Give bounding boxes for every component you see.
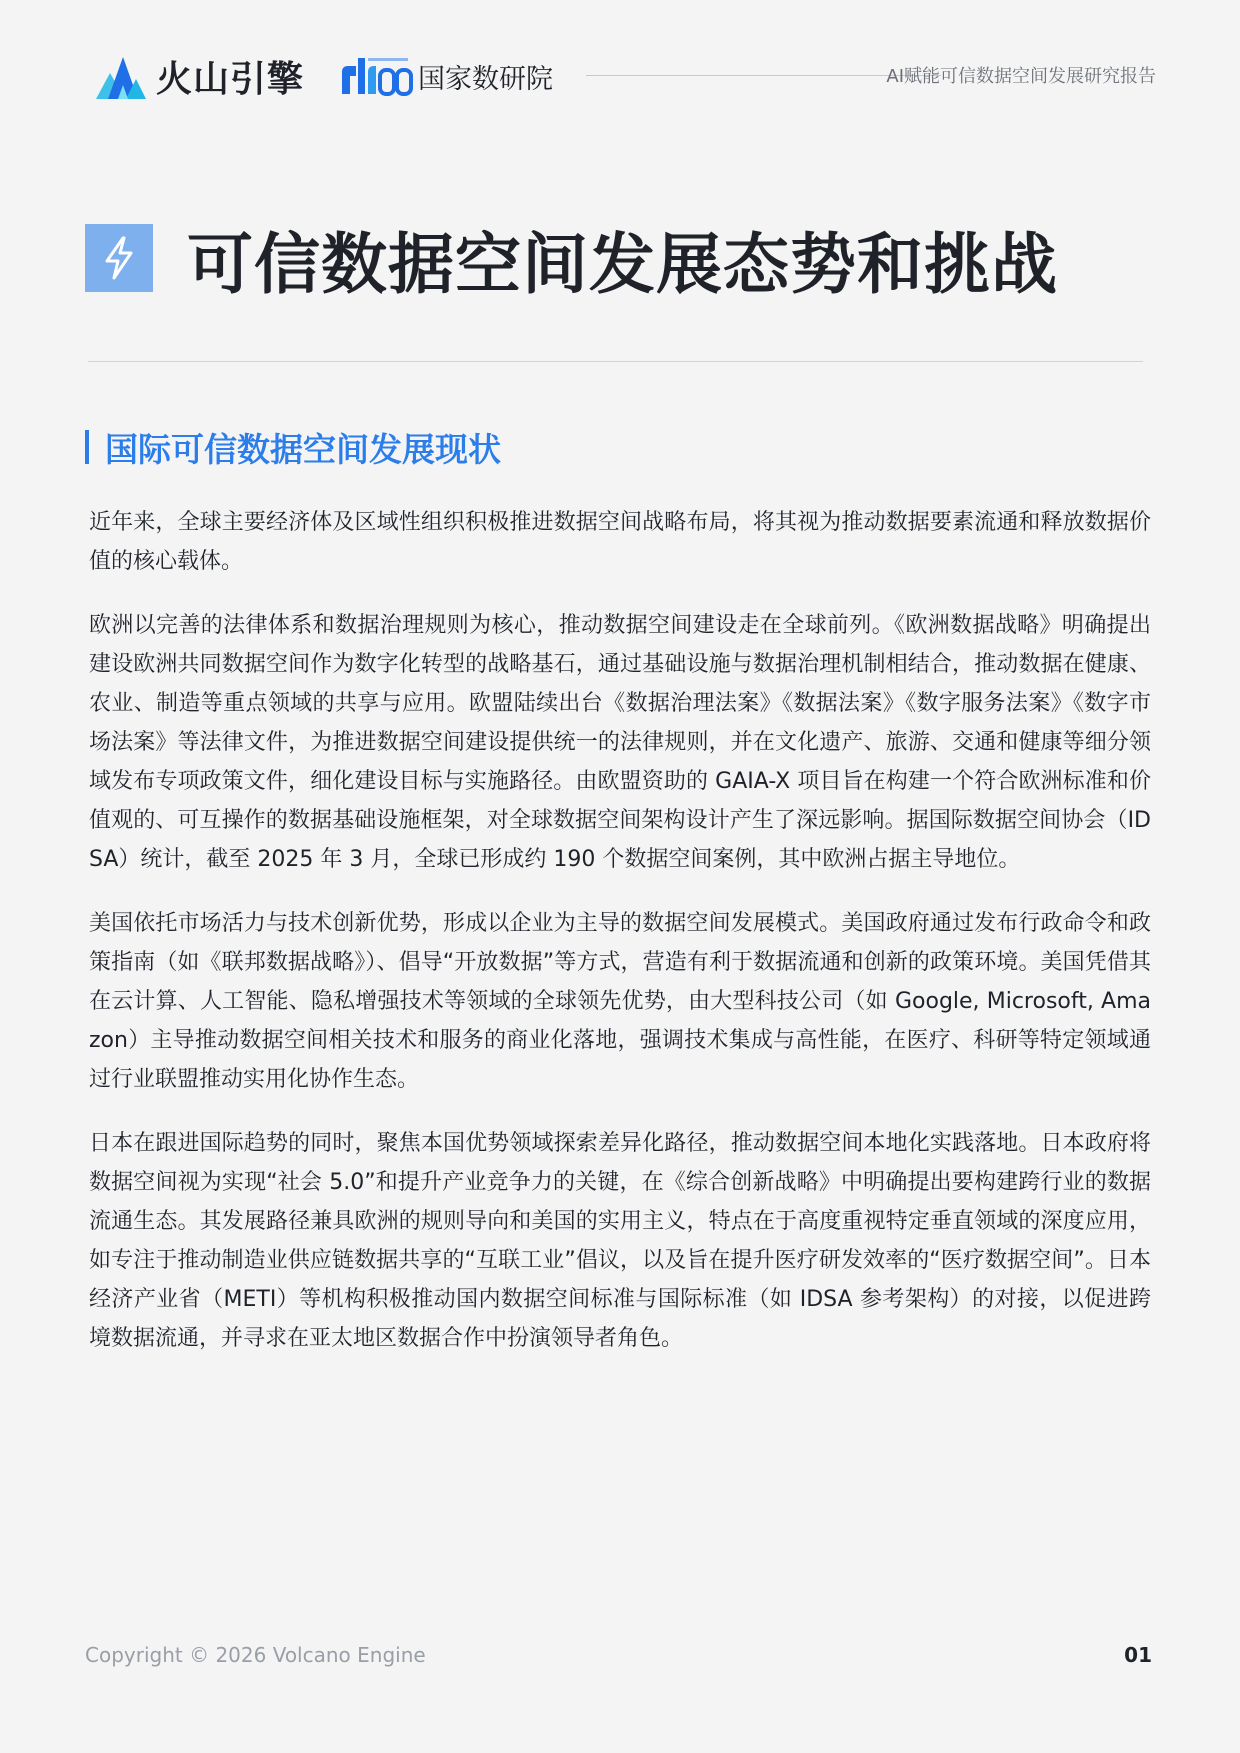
chapter-divider — [88, 361, 1143, 362]
chapter-title: 可信数据空间发展态势和挑战 — [187, 225, 1058, 303]
nda-wordmark: 国家数研院 — [418, 63, 553, 95]
paragraph-intro: 近年来，全球主要经济体及区域性组织积极推进数据空间战略布局，将其视为推动数据要素流通和释放数据价值的核心载体。 — [89, 510, 1151, 574]
paragraph-europe: 欧洲以完善的法律体系和数据治理规则为核心，推动数据空间建设走在全球前列。《欧洲数据战略》明确提出建设欧洲共同数据空间作为数字化转型的战略基石，通过基础设施与数据治理机制相结合，推动数据在健康、农业、制造等重点领域的共享与应用。欧盟陆续出台《数据治理法案》《数据法案》《数字服务法案》《数字市场法案》等法律文件，为推进数据空间建设提供统一的法律规则，并在文化遗产、旅游、交通和健康等细分领域发布专项政策文件，细化建设目标与实施路径。由欧盟资助的 GAIA-X 项目旨在构建一个符合欧洲标准和价值观的、可互操作的数据基础设施框架，对全球数据空间架构设计产生了深远影响。据国际数据空间协会（IDSA）统计，截至 2025 年 3 月，全球已形成约 190 个数据空间案例，其中欧洲占据主导地位。 — [89, 613, 1151, 872]
paragraph-usa: 美国依托市场活力与技术创新优势，形成以企业为主导的数据空间发展模式。美国政府通过发布行政命令和政策指南（如《联邦数据战略》）、倡导“开放数据”等方式，营造有利于数据流通和创新的政策环境。美国凭借其在云计算、人工智能、隐私增强技术等领域的全球领先优势，由大型科技公司（如 Google, Microsoft, Amazon）主导推动数据空间相关技术和服务的商业化落地，强调技术集成与高性能，在医疗、科研等特定领域通过行业联盟推动实用化协作生态。 — [89, 911, 1151, 1092]
volcano-engine-logo — [96, 52, 304, 100]
section-accent-bar — [85, 430, 89, 464]
report-title: AI赋能可信数据空间发展研究报告 — [886, 66, 1156, 87]
paragraph-japan: 日本在跟进国际趋势的同时，聚焦本国优势领域探索差异化路径，推动数据空间本地化实践落地。日本政府将数据空间视为实现“社会 5.0”和提升产业竞争力的关键，在《综合创新战略》中明确提出要构建跨行业的数据流通生态。其发展路径兼具欧洲的规则导向和美国的实用主义，特点在于高度重视特定垂直领域的深度应用，如专注于推动制造业供应链数据共享的“互联工业”倡议，以及旨在提升医疗研发效率的“医疗数据空间”。日本经济产业省（METI）等机构积极推动国内数据空间标准与国际标准（如 IDSA 参考架构）的对接，以促进跨境数据流通，并寻求在亚太地区数据合作中扮演领导者角色。 — [89, 1131, 1151, 1351]
nda-logo-icon — [338, 54, 414, 98]
page-header — [96, 48, 1156, 102]
footer-copyright: Copyright © 2026 Volcano Engine — [85, 1643, 426, 1667]
body-text — [89, 503, 1151, 1383]
chapter-icon-block — [85, 224, 153, 292]
chapter-heading — [85, 222, 1058, 303]
section-title: 国际可信数据空间发展现状 — [105, 429, 501, 469]
lightning-icon — [99, 235, 139, 281]
nda-logo — [338, 54, 553, 98]
volcano-mountain-icon — [96, 53, 146, 99]
page-number: 01 — [1124, 1643, 1152, 1667]
volcano-engine-wordmark: 火山引擎 — [156, 58, 305, 100]
section-heading — [85, 426, 501, 468]
